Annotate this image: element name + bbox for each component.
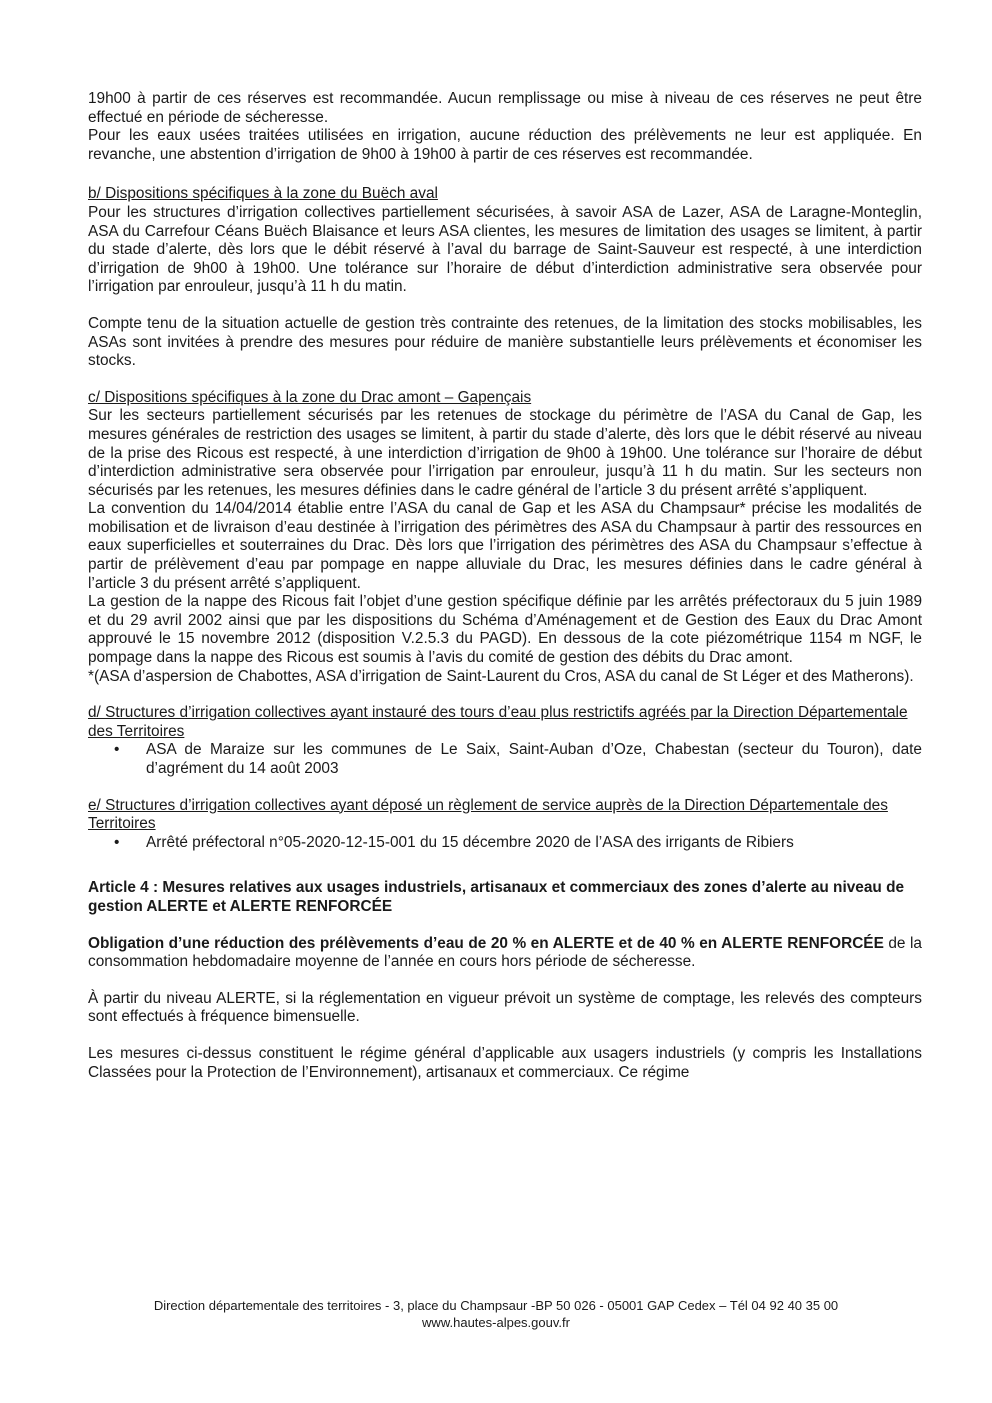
article-4-paragraph-2: À partir du niveau ALERTE, si la réglementation en vigueur prévoit un système de comptage, les relevés des compteurs sont effectués à fréquence bimensuelle. <box>88 989 922 1026</box>
bullet-icon: • <box>114 833 120 851</box>
article-4-paragraph-3: Les mesures ci-dessus constituent le régime général d’applicable aux usagers industriels (y compris les Installations Classées pour la Protection de l’Environnement), artisanaux et commerciaux. Ce régime <box>88 1044 922 1081</box>
obligation-bold-text: Obligation d’une réduction des prélèvements d’eau de 20 % en ALERTE et de 40 % en ALERTE RENFORCÉE <box>88 934 884 952</box>
section-d-heading: d/ Structures d’irrigation collectives ayant instauré des tours d’eau plus restrictifs agréés par la Direction Départementale des Territoires <box>88 704 908 740</box>
obligation-rest-text: de la consommation hebdomadaire moyenne de l’année en cours hors période de sécheresse. <box>88 934 922 971</box>
intro-paragraph-2: Pour les eaux usées traitées utilisées en irrigation, aucune réduction des prélèvements ne leur est appliquée. En revanche, une abstention d’irrigation de 9h00 à 19h00 à partir de ces réserves est recommandée. <box>88 127 922 163</box>
article-4-title: Article 4 : Mesures relatives aux usages industriels, artisanaux et commerciaux des zones d’alerte au niveau de gestion ALERTE et ALERTE RENFORCÉE <box>88 879 905 915</box>
section-e-list <box>88 834 922 853</box>
intro-paragraph-1: 19h00 à partir de ces réserves est recommandée. Aucun remplissage ou mise à niveau de ces réserves ne peut être effectué en période de sécheresse. <box>88 90 922 126</box>
section-e-heading: e/ Structures d’irrigation collectives ayant déposé un règlement de service auprès de la Direction Départementale des Territoires <box>88 796 888 833</box>
section-b-paragraph-2: Compte tenu de la situation actuelle de gestion très contrainte des retenues, de la limitation des stocks mobilisables, les ASAs sont invitées à prendre des mesures pour réduire de manière substantielle leurs prélèvements et économiser les stocks. <box>88 314 922 370</box>
list-item-text: Arrêté préfectoral n°05-2020-12-15-001 du 15 décembre 2020 de l’ASA des irrigants de Ribiers <box>146 833 794 851</box>
document-page <box>88 90 922 1082</box>
section-c-paragraph-2: La convention du 14/04/2014 établie entre l’ASA du canal de Gap et les ASA du Champsaur* précise les modalités de mobilisation et de livraison d’eau destinée à l’irrigation des périmètres des ASA du Champsaur à partir des ressources en eaux superficielles et souterraines du Drac. Dès lors que l’irrigation des périmètres des ASA du Champsaur s’effectue à partir de prélèvement d’eau par pompage en nappe alluviale du Drac, les mesures définies dans le cadre général à l’article 3 du présent arrêté s’appliquent. <box>88 500 922 592</box>
section-c-paragraph-1: Sur les secteurs partiellement sécurisés par les retenues de stockage du périmètre de l’ASA du Canal de Gap, les mesures générales de restriction des usages se limitent, à partir du stade d’alerte, dès lors que le débit réservé au niveau de la prise des Ricous est respecté, à une interdiction d’irrigation de 9h00 à 19h00. Une tolérance sur l’horaire de début d’interdiction administrative sera observée pour l’irrigation par enrouleur, jusqu’à 11 h du matin. Sur les secteurs non sécurisés par les retenues, les mesures définies dans le cadre général de l’article 3 du présent arrêté s’appliquent. <box>88 407 922 499</box>
section-c-paragraph-3: La gestion de la nappe des Ricous fait l’objet d’une gestion spécifique définie par les arrêtés préfectoraux du 5 juin 1989 et du 29 avril 2002 ainsi que par les dispositions du Schéma d’Aménagement et de Gestion des Eaux du Drac Amont approuvé le 15 novembre 2012 (disposition V.2.5.3 du PAGD). En dessous de la cote piézométrique 1154 m NGF, le pompage dans la nappe des Ricous est soumis à l’avis du comité de gestion des débits du Drac amont. <box>88 593 922 667</box>
section-d-list <box>88 741 922 778</box>
footer-address: Direction départementale des territoires - 3, place du Champsaur -BP 50 026 - 05001 GAP Cedex – Tél 04 92 40 35 00 <box>153 1298 839 1313</box>
footer-website: www.hautes-alpes.gouv.fr <box>422 1315 570 1330</box>
section-c-footnote: *(ASA d’aspersion de Chabottes, ASA d’irrigation de Saint-Laurent du Cros, ASA du canal de St Léger et des Matherons). <box>88 667 914 685</box>
page-footer <box>0 1297 992 1331</box>
section-b-paragraph-1: Pour les structures d’irrigation collectives partiellement sécurisées, à savoir ASA de Lazer, ASA de Laragne-Monteglin, ASA du Carrefour Céans Buëch Blaisance et leurs ASA clientes, les mesures de limitation des usages se limitent, à partir du stade d’alerte, dès lors que le débit réservé à l’aval du barrage de Saint-Sauveur est respecté, à une interdiction d’irrigation de 9h00 à 19h00. Une tolérance sur l’horaire de début d’interdiction administrative sera observée pour l’irrigation par enrouleur, jusqu’à 11 h du matin. <box>88 203 922 296</box>
article-4-paragraph-1 <box>88 935 922 972</box>
section-c-heading: c/ Dispositions spécifiques à la zone du Drac amont – Gapençais <box>88 388 532 406</box>
list-item <box>88 741 922 778</box>
bullet-icon: • <box>114 741 120 759</box>
list-item-text: ASA de Maraize sur les communes de Le Saix, Saint-Auban d’Oze, Chabestan (secteur du Touron), date d’agrément du 14 août 2003 <box>146 741 922 777</box>
section-b-heading: b/ Dispositions spécifiques à la zone du Buëch aval <box>88 185 438 203</box>
list-item <box>88 834 922 853</box>
